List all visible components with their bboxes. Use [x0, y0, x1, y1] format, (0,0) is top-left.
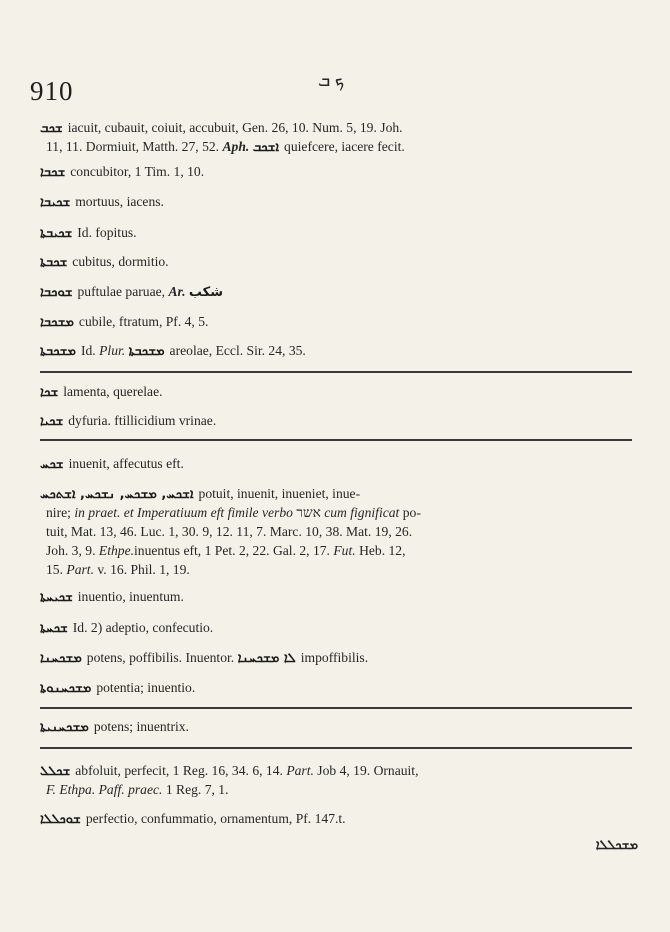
- entry-pustulae: [40, 284, 228, 301]
- entry-fopitus: [40, 225, 137, 242]
- entry-text: potentia; inuentio.: [96, 680, 196, 695]
- hebrew-word: אשר: [296, 505, 321, 520]
- entry-text: Joh. 3, 9.: [46, 543, 96, 558]
- entry-potentia: [40, 680, 195, 697]
- syriac-headword: ܫܘܟܒܐ: [40, 285, 73, 300]
- syriac-forms: ܐܫܟܚ, ܡܫܟܚ, ܢܫܟܚ, ܐܫܬܟܚ: [40, 487, 194, 502]
- syriac-headword: ܫܟܠܠ: [40, 764, 71, 779]
- italic-note: in praet. et Imperatiuum eft fimile verbo: [74, 505, 293, 520]
- entry-text: dyfuria. ftillicidium vrinae.: [68, 413, 217, 428]
- syriac-headword: ܫܟܒ: [40, 121, 63, 136]
- page-header: ܟ ܒ: [318, 70, 345, 90]
- entry-text: concubitor, 1 Tim. 1, 10.: [70, 164, 205, 179]
- entry-text: Job 4, 19. Ornauit,: [317, 763, 419, 778]
- entry-text: impoffibilis.: [300, 650, 369, 665]
- entry-text: v. 16. Phil. 1, 19.: [97, 562, 190, 577]
- entry-text: quiefcere, iacere fecit.: [284, 139, 405, 154]
- ethpe-label: Ethpe.: [98, 543, 134, 558]
- section-divider: [40, 707, 632, 709]
- entry-continuation: [46, 139, 405, 156]
- syriac-word: ܡܫܟܒܬܐ: [128, 344, 165, 359]
- entry-inuenit: [40, 456, 184, 473]
- entry-text: abfoluit, perfecit, 1 Reg. 16, 34. 6, 14.: [75, 763, 283, 778]
- syriac-headword: ܫܟܝܒܐ: [40, 195, 71, 210]
- entry-text: perfectio, confummatio, ornamentum, Pf. 147.t.: [85, 811, 346, 826]
- entry-text: potens; inuentrix.: [93, 719, 189, 734]
- entry-mortuus: [40, 194, 164, 211]
- entry-text: 15.: [46, 562, 63, 577]
- entry-cubile: [40, 314, 208, 331]
- participle-label: Part.: [66, 562, 94, 577]
- entry-inuentio: [40, 589, 184, 606]
- entry-text: Id. fopitus.: [77, 225, 137, 240]
- entry-text: 11, 11. Dormiuit, Matth. 27, 52.: [46, 139, 220, 154]
- entry-lamenta: [40, 384, 163, 401]
- entry-continuation: [46, 524, 412, 540]
- entry-continuation: [46, 543, 406, 559]
- entry-text: mortuus, iacens.: [75, 194, 164, 209]
- entry-text: tuit, Mat. 13, 46. Luc. 1, 30. 9, 12. 11, 7. Marc. 10, 38. Mat. 19, 26.: [46, 524, 413, 539]
- syriac-headword: ܫܟܐ: [40, 385, 59, 400]
- entry-text: Id.: [80, 343, 96, 358]
- plural-label: Plur.: [99, 343, 126, 358]
- syriac-headword: ܡܫܟܚܢܐ: [40, 651, 82, 666]
- ethpa-label: F. Ethpa. Paff. praec.: [46, 782, 163, 797]
- syriac-headword: ܫܟܝܐ: [40, 414, 64, 429]
- entry-text: lamenta, querelae.: [63, 384, 163, 399]
- entry-text: cubitus, dormitio.: [72, 254, 169, 269]
- arabic-word: شكب: [188, 285, 223, 300]
- entry-iacuit: [40, 120, 403, 137]
- future-label: Fut.: [333, 543, 356, 558]
- entry-continuation: [46, 562, 190, 578]
- entry-text: inuentus eft, 1 Pet. 2, 22. Gal. 2, 17.: [134, 543, 330, 558]
- syriac-headword: ܫܟܝܒܬܐ: [40, 226, 73, 241]
- entry-text: Id. 2) adeptio, confecutio.: [72, 620, 214, 635]
- syriac-word: ܐܫܟܒ: [252, 140, 280, 155]
- entry-text: nire;: [46, 505, 71, 520]
- section-divider: [40, 747, 632, 749]
- syriac-headword: ܡܫܟܚܢܘܬܐ: [40, 681, 92, 696]
- entry-continuation: [46, 782, 229, 798]
- entry-text: 1 Reg. 7, 1.: [165, 782, 229, 797]
- entry-areolae: [40, 343, 306, 360]
- entry-text: areolae, Eccl. Sir. 24, 35.: [169, 343, 306, 358]
- syriac-headword: ܡܫܟܒܐ: [40, 315, 74, 330]
- entry-absoluit: [40, 763, 419, 780]
- syriac-headword: ܫܘܟܠܠܐ: [40, 812, 81, 827]
- entry-text: potens, poffibilis. Inuentor.: [86, 650, 235, 665]
- syriac-headword: ܡܫܟܒܬܐ: [40, 344, 76, 359]
- catchword: ܡܫܟܠܠܐ: [595, 838, 638, 853]
- entry-text: inuentio, inuentum.: [77, 589, 184, 604]
- syriac-headword: ܫܟܒܬܐ: [40, 255, 68, 270]
- syriac-headword: ܫܟܝܚܬܐ: [40, 590, 73, 605]
- arabic-label: Ar.: [168, 284, 186, 299]
- syriac-headword: ܫܟܒܐ: [40, 165, 66, 180]
- entry-text: puftulae paruae,: [77, 284, 166, 299]
- participle-label: Part.: [286, 763, 314, 778]
- entry-continuation: [46, 505, 421, 521]
- italic-note: cum fignificat: [324, 505, 400, 520]
- entry-text: po-: [402, 505, 421, 520]
- entry-text: cubile, ftratum, Pf. 4, 5.: [78, 314, 209, 329]
- syriac-headword: ܡܫܟܚܢܝܬܐ: [40, 720, 89, 735]
- syriac-headword: ܫܟܚܬܐ: [40, 621, 68, 636]
- entry-text: iacuit, cubauit, coiuit, accubuit, Gen. 26, 10. Num. 5, 19. Joh.: [67, 120, 403, 135]
- syriac-headword: ܫܟܚ: [40, 457, 64, 472]
- aph-label: Aph.: [222, 139, 250, 154]
- entry-text: inuenit, affecutus eft.: [68, 456, 184, 471]
- entry-dysuria: [40, 413, 216, 430]
- entry-adeptio: [40, 620, 213, 637]
- entry-perfectio: [40, 811, 346, 828]
- entry-text: potuit, inuenit, inueniet, inue-: [198, 486, 361, 501]
- syriac-word: ܠܐ ܡܫܟܚܢܐ: [237, 651, 296, 666]
- entry-potuit: [40, 486, 360, 503]
- section-divider: [40, 439, 632, 441]
- entry-potens: [40, 650, 368, 667]
- entry-concubitor: [40, 164, 204, 181]
- page-number: 910: [30, 76, 74, 106]
- entry-text: Heb. 12,: [359, 543, 406, 558]
- section-divider: [40, 371, 632, 373]
- entry-cubitus: [40, 254, 169, 271]
- entry-inuentrix: [40, 719, 189, 736]
